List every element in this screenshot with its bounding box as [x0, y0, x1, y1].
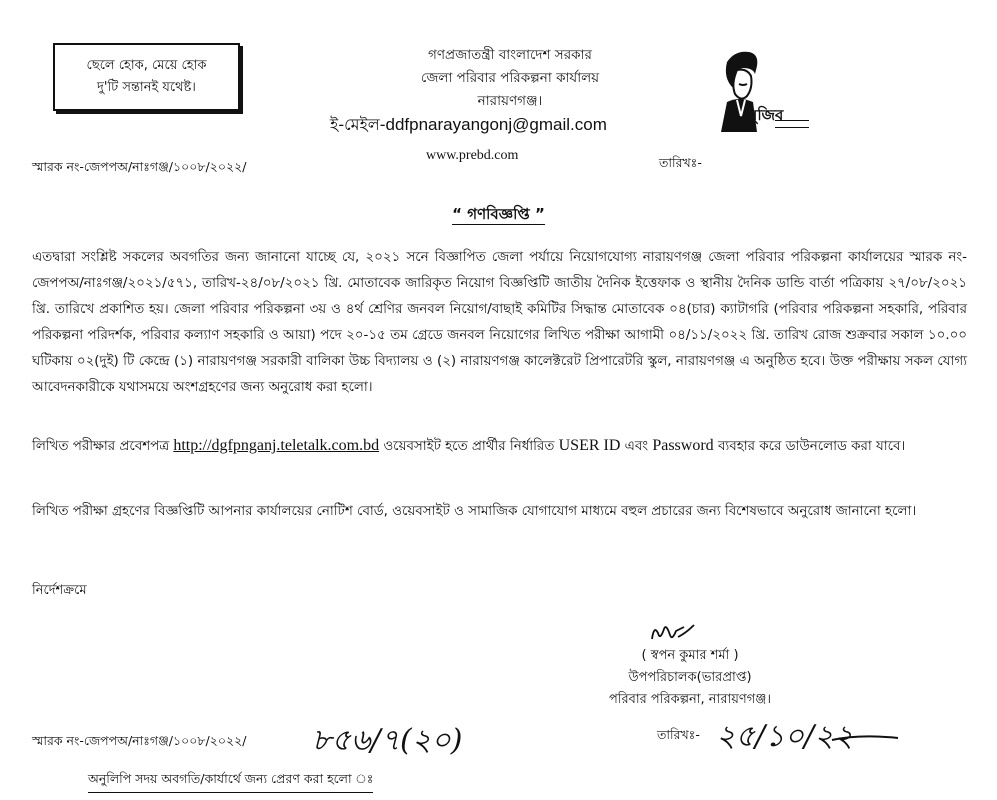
slogan-line-2: দু'টি সন্তানই যথেষ্ট।	[97, 80, 196, 95]
by-order-text: নির্দেশক্রমে	[32, 583, 87, 598]
notice-paragraph-1: এতদ্বারা সংশ্লিষ্ট সকলের অবগতির জন্য জানানো যাচ্ছে যে, ২০২১ সনে বিজ্ঞাপিত জেলা পর্যায়ে নিয়োগযোগ্য নারায়ণগঞ্জ জেলা পরিবার পরিকল্পনা কার্যালয়ের স্মারক নং- জেপপঅ/নাঃগঞ্জ/২০২১/৫৭১, তারিখ-২৪/০৮/২০২১ খ্রি. মোতাবেক জারিকৃত নিয়োগ বিজ্ঞপ্তিটি জাতীয় দৈনিক ইত্তেফাক ও স্থানীয় দৈনিক ডান্ডি বার্তা পত্রিকায় ২৭/০৮/২০২১ খ্রি. তারিখে প্রকাশিত হয়। জেলা পরিবার পরিকল্পনা ৩য় ও ৪র্থ শ্রেণির জনবল নিয়োগ/বাছাই কমিটির সিদ্ধান্ত মোতাবেক ০৪(চার) ক্যাটাগরি (পরিবার পরিকল্পনা সহকারি, পরিবার পরিকল্পনা পরিদর্শক, পরিবার কল্যাণ সহকারি ও আয়া) পদে ২০-১৫ তম গ্রেডে জনবল নিয়োগের লিখিত পরীক্ষা আগামী ০৪/১১/২০২২ খ্রি. তারিখ রোজ শুক্রবার সকাল ১০.০০ ঘটিকায় ০২(দুই) টি কেন্দ্রে (১) নারায়ণগঞ্জ সরকারী বালিকা উচ্চ বিদ্যালয় ও (২) নারায়ণগঞ্জ কালেক্টরেট প্রিপারেটরি স্কুল, নারায়ণগঞ্জ এ অনুষ্ঠিত হবে। উক্ত পরীক্ষায় সকল যোগ্য আবেদনকারীকে যথাসময়ে অংশগ্রহণের জন্য অনুরোধ করা হলো।	[32, 250, 967, 395]
header-government: গণপ্রজাতন্ত্রী বাংলাদেশ সরকার	[428, 47, 592, 63]
header-office: জেলা পরিবার পরিকল্পনা কার্যালয়	[420, 70, 600, 86]
notice-paragraph-3: লিখিত পরীক্ষা গ্রহণের বিজ্ঞপ্তিটি আপনার কার্যালয়ের নোটিশ বোর্ড, ওয়েবসাইট ও সামাজিক যোগাযোগ মাধ্যমে বহুল প্রচারের জন্য বিশেষভাবে অনুরোধ জানানো হলো।	[32, 504, 917, 519]
para2-and: এবং	[624, 439, 649, 454]
logo-underline	[775, 120, 809, 128]
memo-date-label: তারিখঃ-	[659, 155, 702, 170]
header-email	[330, 112, 607, 139]
handwritten-date: ২৫/১০/২২	[716, 719, 854, 754]
logo-text: মুজিব	[749, 106, 784, 124]
signatory-name: ( স্বপন কুমার শর্মা )	[641, 648, 739, 663]
signatory-designation: উপপরিচালক(ভারপ্রাপ্ত)	[628, 670, 752, 685]
handwritten-memo-number: ৮৫৬/৭(২০)	[312, 723, 463, 758]
email-address: ddfpnarayangonj@gmail.com	[385, 115, 607, 134]
para2-mid: ওয়েবসাইট হতে প্রার্থীর নির্ধারিত	[383, 439, 555, 454]
para2-prefix: লিখিত পরীক্ষার প্রবেশপত্র	[32, 439, 170, 454]
email-label: ই-মেইল-	[330, 115, 386, 134]
notice-title	[0, 203, 997, 228]
copy-distribution-line: অনুলিপি সদয় অবগতি/কার্যার্থে জন্য প্রেরণ করা হলো ঃ	[88, 771, 373, 793]
signatory-office: পরিবার পরিকল্পনা, নারায়ণগঞ্জ।	[608, 692, 772, 707]
footer-date-label: তারিখঃ-	[657, 727, 700, 742]
notice-paragraph-2	[32, 433, 967, 460]
memo-number: স্মারক নং-জেপপঅ/নাঃগঞ্জ/১০০৮/২০২২/	[32, 159, 247, 174]
para2-suffix: ব্যবহার করে ডাউনলোড করা যাবে।	[717, 439, 906, 454]
date-flourish	[830, 732, 900, 744]
slogan-box	[53, 43, 240, 111]
header-district: নারায়ণগঞ্জ।	[477, 93, 543, 109]
signature-scribble	[648, 619, 698, 647]
notice-title-text: “ গণবিজ্ঞপ্তি ”	[452, 205, 545, 223]
signature-block	[560, 645, 820, 711]
para2-password: Password	[652, 437, 714, 454]
admit-card-link[interactable]: http://dgfpnganj.teletalk.com.bd	[173, 437, 380, 454]
website-text: www.prebd.com	[426, 148, 519, 163]
para2-userid: USER ID	[558, 437, 621, 454]
mujib-logo	[713, 44, 813, 134]
slogan-line-1: ছেলে হোক, মেয়ে হোক	[86, 58, 207, 73]
footer-memo-number: স্মারক নং-জেপপঅ/নাঃগঞ্জ/১০০৮/২০২২/	[32, 733, 247, 748]
